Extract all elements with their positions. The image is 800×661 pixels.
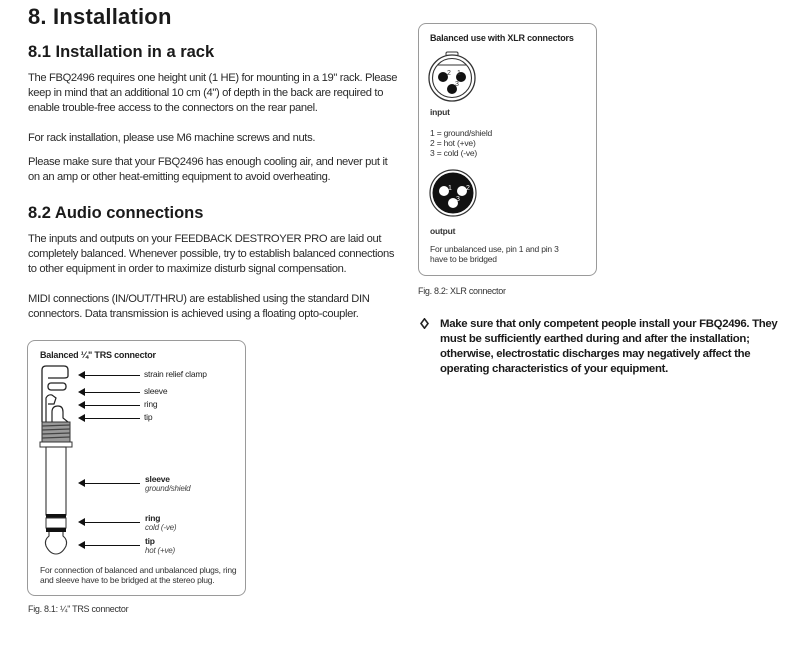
paragraph-rack-screws: For rack installation, please use M6 machine screws and nuts.	[28, 132, 316, 144]
xlr-output-label: output	[430, 226, 456, 236]
trs-plug-diagram-icon	[36, 362, 76, 562]
arrow-tip-top	[80, 418, 140, 419]
xlr-output-pin-3-label: 3	[456, 196, 460, 203]
xlr-input-pin-3-label: 3	[455, 81, 459, 88]
subsection-heading-audio: 8.2 Audio connections	[28, 204, 204, 222]
trs-figure-caption: Fig. 8.1: ¼" TRS connector	[28, 604, 129, 614]
label-ring-sub: cold (-ve)	[145, 523, 177, 532]
arrow-ring	[80, 522, 140, 523]
warning-note: Make sure that only competent people install your FBQ2496. They must be sufficiently earthed during and after the installation; otherwise, electrostatic discharges may negatively affect the operating characteristics of your equipment.	[440, 318, 778, 375]
trs-note: For connection of balanced and unbalanced plugs, ring and sleeve have to be bridged at the stereo plug.	[40, 565, 237, 585]
label-sleeve-top: sleeve	[144, 386, 168, 396]
label-ring-top: ring	[144, 399, 158, 409]
label-strain-relief-clamp: strain relief clamp	[144, 369, 207, 379]
diamond-bullet-icon	[420, 318, 429, 329]
arrow-tip	[80, 545, 140, 546]
xlr-input-label: input	[430, 107, 450, 117]
paragraph-rack-height: The FBQ2496 requires one height unit (1 HE) for mounting in a 19" rack. Please keep in mind that an additional 10 cm (4") of depth in the back are required to enable trouble-free access to the connectors on the rear panel.	[28, 72, 398, 114]
label-sleeve-sub: ground/shield	[145, 484, 191, 493]
xlr-pinout-2: 2 = hot (+ve)	[430, 138, 476, 148]
xlr-figure-caption: Fig. 8.2: XLR connector	[418, 286, 506, 296]
xlr-output-pin-2-label: 2	[466, 185, 470, 192]
xlr-input-connector-icon	[426, 51, 478, 103]
xlr-pinout-1: 1 = ground/shield	[430, 128, 493, 138]
label-tip-top: tip	[144, 412, 153, 422]
label-ring: ring	[145, 513, 161, 523]
xlr-note: For unbalanced use, pin 1 and pin 3 have to be bridged	[430, 244, 559, 264]
subsection-heading-rack: 8.1 Installation in a rack	[28, 43, 215, 61]
xlr-pinout-3: 3 = cold (-ve)	[430, 148, 478, 158]
label-tip-sub: hot (+ve)	[145, 546, 175, 555]
xlr-output-connector-icon	[428, 168, 478, 218]
arrow-sleeve	[80, 483, 140, 484]
paragraph-balanced: The inputs and outputs on your FEEDBACK DESTROYER PRO are laid out completely balanced. Whenever possible, try to establish balanced connections to other equipment in order to maximize disturb signal compensation.	[28, 233, 395, 275]
section-heading: 8. Installation	[28, 4, 172, 29]
label-sleeve: sleeve	[145, 474, 170, 484]
paragraph-midi: MIDI connections (IN/OUT/THRU) are established using the standard DIN connectors. Data transmission is achieved using a floating opto-coupler.	[28, 293, 370, 320]
xlr-output-pin-1-label: 1	[448, 185, 452, 192]
label-tip: tip	[145, 536, 155, 546]
arrow-ring-top	[80, 405, 140, 406]
xlr-input-pin-2-label: 2	[447, 70, 451, 77]
xlr-input-pin-1-label: 1	[457, 70, 461, 77]
xlr-figure-title: Balanced use with XLR connectors	[430, 33, 574, 43]
paragraph-cooling: Please make sure that your FBQ2496 has enough cooling air, and never put it on an amp or other heat-emitting equipment to avoid overheating.	[28, 156, 388, 183]
trs-figure-title: Balanced ¼" TRS connector	[40, 350, 156, 360]
arrow-sleeve-top	[80, 392, 140, 393]
arrow-strain-relief	[80, 375, 140, 376]
